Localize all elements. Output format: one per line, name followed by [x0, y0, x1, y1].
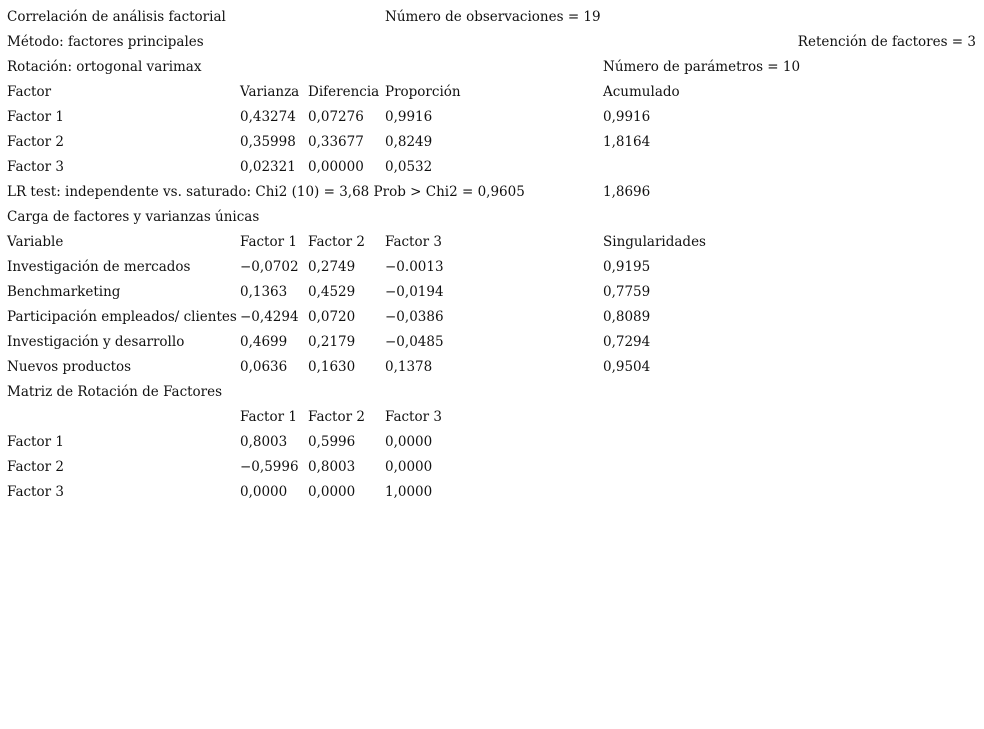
variance-cell-factor: Factor 2 [7, 134, 64, 150]
observations-count: Número de observaciones = 19 [385, 9, 601, 25]
variance-cell-variance: 0,43274 [240, 109, 296, 125]
rotation-header-factor2: Factor 2 [308, 409, 365, 425]
variance-header-cumulative: Acumulado [603, 84, 680, 100]
loadings-header-factor1: Factor 1 [240, 234, 297, 250]
variance-cell-proportion: 0,8249 [385, 134, 433, 150]
loadings-cell-variable: Investigación y desarrollo [7, 334, 185, 350]
rotation-cell-factor: Factor 3 [7, 484, 64, 500]
variance-header-proportion: Proporción [385, 84, 461, 100]
loadings-cell-factor3: 0,1378 [385, 359, 433, 375]
loadings-cell-variable: Investigación de mercados [7, 259, 191, 275]
variance-cell-factor: Factor 3 [7, 159, 64, 175]
variance-cell-variance: 0,02321 [240, 159, 296, 175]
loadings-cell-uniqueness: 0,8089 [603, 309, 651, 325]
loadings-cell-factor1: 0,1363 [240, 284, 288, 300]
rotation-cell-factor1: −0,5996 [240, 459, 299, 475]
loadings-cell-variable: Benchmarketing [7, 284, 121, 300]
variance-cell-difference: 0,07276 [308, 109, 364, 125]
variance-header-factor: Factor [7, 84, 52, 100]
rotation-header-factor3: Factor 3 [385, 409, 442, 425]
loadings-title: Carga de factores y varianzas únicas [7, 209, 260, 225]
rotation-cell-factor2: 0,5996 [308, 434, 356, 450]
loadings-cell-factor1: 0,4699 [240, 334, 288, 350]
variance-cell-cumulative: 1,8164 [603, 134, 651, 150]
loadings-cell-factor1: 0,0636 [240, 359, 288, 375]
rotation-cell-factor: Factor 2 [7, 459, 64, 475]
loadings-header-variable: Variable [7, 234, 64, 250]
loadings-cell-uniqueness: 0,9195 [603, 259, 651, 275]
loadings-cell-factor3: −0,0485 [385, 334, 444, 350]
rotation-cell-factor2: 0,8003 [308, 459, 356, 475]
analysis-title: Correlación de análisis factorial [7, 9, 226, 25]
method-label: Método: factores principales [7, 34, 204, 50]
loadings-cell-factor3: −0,0386 [385, 309, 444, 325]
loadings-cell-factor3: −0,0194 [385, 284, 444, 300]
loadings-header-factor2: Factor 2 [308, 234, 365, 250]
variance-cell-proportion: 0,0532 [385, 159, 433, 175]
lr-cumulative-value: 1,8696 [603, 184, 651, 200]
parameters-count: Número de parámetros = 10 [603, 59, 801, 75]
loadings-cell-variable: Nuevos productos [7, 359, 132, 375]
loadings-cell-factor1: −0,4294 [240, 309, 299, 325]
loadings-header-factor3: Factor 3 [385, 234, 442, 250]
variance-header-variance: Varianza [240, 84, 300, 100]
loadings-cell-factor2: 0,0720 [308, 309, 356, 325]
rotation-cell-factor2: 0,0000 [308, 484, 356, 500]
rotation-cell-factor3: 0,0000 [385, 459, 433, 475]
rotation-cell-factor: Factor 1 [7, 434, 64, 450]
loadings-cell-factor2: 0,2749 [308, 259, 356, 275]
rotation-cell-factor1: 0,8003 [240, 434, 288, 450]
variance-cell-factor: Factor 1 [7, 109, 64, 125]
loadings-cell-factor3: −0.0013 [385, 259, 444, 275]
loadings-cell-variable: Participación empleados/ clientes [7, 309, 237, 325]
rotation-matrix-title: Matriz de Rotación de Factores [7, 384, 223, 400]
rotation-cell-factor1: 0,0000 [240, 484, 288, 500]
rotation-cell-factor3: 0,0000 [385, 434, 433, 450]
variance-cell-variance: 0,35998 [240, 134, 296, 150]
variance-cell-difference: 0,00000 [308, 159, 364, 175]
variance-cell-difference: 0,33677 [308, 134, 364, 150]
loadings-cell-factor2: 0,2179 [308, 334, 356, 350]
loadings-cell-uniqueness: 0,7294 [603, 334, 651, 350]
variance-cell-cumulative: 0,9916 [603, 109, 651, 125]
loadings-cell-uniqueness: 0,9504 [603, 359, 651, 375]
variance-header-difference: Diferencia [308, 84, 380, 100]
rotation-label: Rotación: ortogonal varimax [7, 59, 202, 75]
loadings-cell-factor2: 0,1630 [308, 359, 356, 375]
rotation-cell-factor3: 1,0000 [385, 484, 433, 500]
loadings-cell-factor2: 0,4529 [308, 284, 356, 300]
factor-retention: Retención de factores = 3 [797, 34, 976, 50]
variance-cell-proportion: 0,9916 [385, 109, 433, 125]
rotation-header-factor1: Factor 1 [240, 409, 297, 425]
loadings-header-uniqueness: Singularidades [603, 234, 706, 250]
lr-test-line: LR test: independente vs. saturado: Chi2 (10) = 3,68 Prob > Chi2 = 0,9605 [7, 184, 525, 200]
loadings-cell-uniqueness: 0,7759 [603, 284, 651, 300]
loadings-cell-factor1: −0,0702 [240, 259, 299, 275]
